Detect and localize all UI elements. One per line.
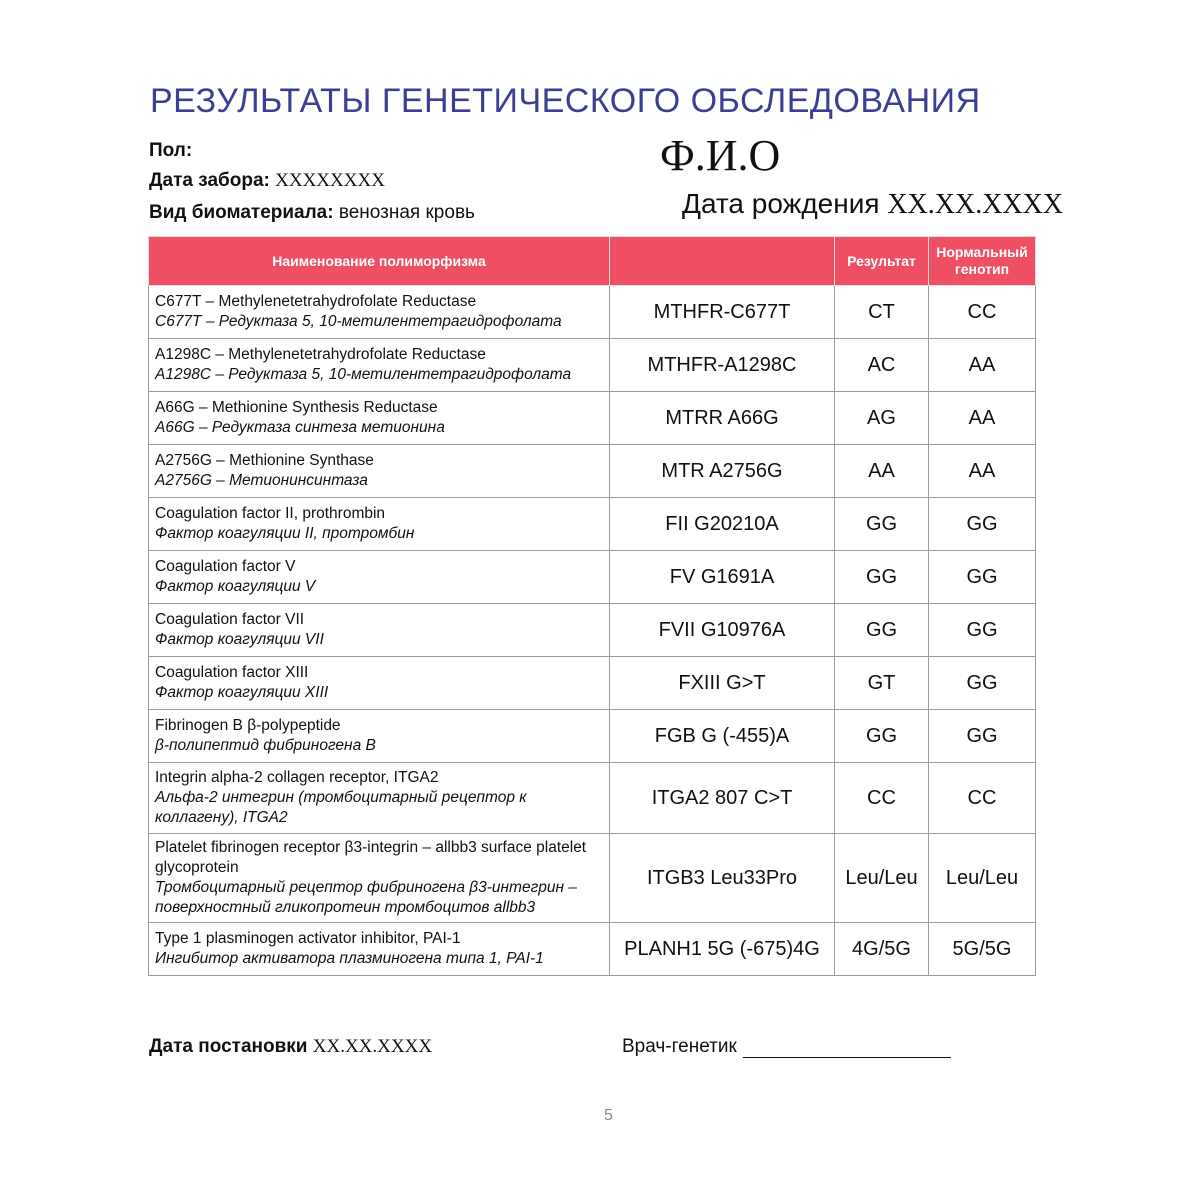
polymorphism-code: PLANH1 5G (-675)4G xyxy=(610,923,835,976)
polymorphism-name-ru: β-полипептид фибриногена B xyxy=(155,737,376,754)
normal-genotype: CC xyxy=(929,763,1036,834)
polymorphism-name-ru: Фактор коагуляции II, протромбин xyxy=(155,525,415,542)
polymorphism-name-cell xyxy=(149,604,610,657)
polymorphism-code: MTR A2756G xyxy=(610,445,835,498)
polymorphism-name-cell xyxy=(149,763,610,834)
header-normal-genotype: Нормальный генотип xyxy=(929,237,1036,286)
result-genotype: 4G/5G xyxy=(835,923,929,976)
normal-genotype: GG xyxy=(929,710,1036,763)
polymorphism-name-en: A2756G – Methionine Synthase xyxy=(155,452,374,469)
polymorphism-name-ru: A2756G – Метионинсинтаза xyxy=(155,472,368,489)
table-row xyxy=(149,551,1036,604)
table-row xyxy=(149,710,1036,763)
table-row xyxy=(149,286,1036,339)
result-genotype: Leu/Leu xyxy=(835,834,929,923)
polymorphism-code: ITGA2 807 C>T xyxy=(610,763,835,834)
polymorphism-name-en: Platelet fibrinogen receptor β3-integrin – allbb3 surface platelet glycoprotein xyxy=(155,839,587,876)
header-code xyxy=(610,237,835,286)
polymorphism-name-ru: Фактор коагуляции XIII xyxy=(155,684,329,701)
page-title: РЕЗУЛЬТАТЫ ГЕНЕТИЧЕСКОГО ОБСЛЕДОВАНИЯ xyxy=(150,82,981,120)
normal-genotype: AA xyxy=(929,392,1036,445)
table-row xyxy=(149,923,1036,976)
polymorphism-code: ITGB3 Leu33Pro xyxy=(610,834,835,923)
setup-date xyxy=(149,1036,432,1058)
polymorphism-name-ru: Фактор коагуляции VII xyxy=(155,631,324,648)
table-row xyxy=(149,445,1036,498)
polymorphism-name-en: Coagulation factor V xyxy=(155,558,296,575)
setup-date-label: Дата постановки xyxy=(149,1036,308,1057)
setup-date-value: XX.XX.XXXX xyxy=(312,1036,433,1057)
collection-date-field xyxy=(149,170,385,192)
polymorphism-name-en: Fibrinogen B β-polypeptide xyxy=(155,717,341,734)
polymorphism-name-ru: Фактор коагуляции V xyxy=(155,578,316,595)
polymorphism-code: FII G20210A xyxy=(610,498,835,551)
polymorphism-name-cell xyxy=(149,710,610,763)
polymorphism-name-cell xyxy=(149,392,610,445)
polymorphism-name-cell xyxy=(149,657,610,710)
biomaterial-value: венозная кровь xyxy=(338,202,475,223)
polymorphism-name-cell xyxy=(149,339,610,392)
result-genotype: AG xyxy=(835,392,929,445)
table-header-row xyxy=(149,237,1036,286)
result-genotype: CC xyxy=(835,763,929,834)
collection-date-label: Дата забора: xyxy=(149,170,270,191)
polymorphism-name-ru: C677T – Редуктаза 5, 10-метилентетрагидрофолата xyxy=(155,313,562,330)
normal-genotype: CC xyxy=(929,286,1036,339)
normal-genotype: AA xyxy=(929,339,1036,392)
doctor-label: Врач-генетик xyxy=(622,1036,737,1057)
table-row xyxy=(149,657,1036,710)
polymorphism-name-en: Coagulation factor VII xyxy=(155,611,305,628)
polymorphism-name-cell xyxy=(149,551,610,604)
polymorphism-name-en: A66G – Methionine Synthesis Reductase xyxy=(155,399,438,416)
result-genotype: GG xyxy=(835,710,929,763)
polymorphism-code: MTHFR-A1298C xyxy=(610,339,835,392)
polymorphism-name-cell xyxy=(149,445,610,498)
sex-label: Пол: xyxy=(149,140,193,161)
header-result: Результат xyxy=(835,237,929,286)
header-polymorphism-name: Наименование полиморфизма xyxy=(149,237,610,286)
page-number: 5 xyxy=(604,1107,613,1124)
birth-date-label: Дата рождения xyxy=(682,188,880,219)
result-genotype: CT xyxy=(835,286,929,339)
polymorphism-name-ru: Ингибитор активатора плазминогена типа 1, PAI-1 xyxy=(155,950,544,967)
result-genotype: GG xyxy=(835,604,929,657)
polymorphism-name-en: Type 1 plasminogen activator inhibitor, PAI-1 xyxy=(155,930,461,947)
polymorphism-code: FV G1691A xyxy=(610,551,835,604)
normal-genotype: GG xyxy=(929,551,1036,604)
normal-genotype: AA xyxy=(929,445,1036,498)
result-genotype: GT xyxy=(835,657,929,710)
polymorphism-name-cell xyxy=(149,498,610,551)
normal-genotype: 5G/5G xyxy=(929,923,1036,976)
result-genotype: AC xyxy=(835,339,929,392)
polymorphism-name-ru: Тромбоцитарный рецептор фибриногена β3-интегрин – поверхностный гликопротеин тромбоцитов allbb3 xyxy=(155,879,577,916)
normal-genotype: Leu/Leu xyxy=(929,834,1036,923)
sex-field xyxy=(149,140,192,162)
polymorphism-name-cell xyxy=(149,923,610,976)
table-row xyxy=(149,339,1036,392)
normal-genotype: GG xyxy=(929,498,1036,551)
polymorphism-name-en: C677T – Methylenetetrahydrofolate Reductase xyxy=(155,293,477,310)
polymorphism-name-en: Integrin alpha-2 collagen receptor, ITGA2 xyxy=(155,769,439,786)
signature-line xyxy=(743,1037,951,1058)
table-body xyxy=(149,286,1036,976)
result-genotype: GG xyxy=(835,498,929,551)
polymorphism-code: MTRR A66G xyxy=(610,392,835,445)
polymorphism-name-cell xyxy=(149,834,610,923)
normal-genotype: GG xyxy=(929,604,1036,657)
polymorphism-code: FVII G10976A xyxy=(610,604,835,657)
result-genotype: AA xyxy=(835,445,929,498)
table-row xyxy=(149,763,1036,834)
collection-date-value: XXXXXXXX xyxy=(275,170,385,191)
normal-genotype: GG xyxy=(929,657,1036,710)
results-table xyxy=(148,236,1036,976)
polymorphism-name-cell xyxy=(149,286,610,339)
birth-date-value: XX.XX.XXXX xyxy=(887,189,1064,220)
table-row xyxy=(149,834,1036,923)
doctor-signature xyxy=(622,1036,951,1058)
polymorphism-name-en: Coagulation factor XIII xyxy=(155,664,309,681)
patient-name: Ф.И.О xyxy=(660,131,781,180)
polymorphism-code: FXIII G>T xyxy=(610,657,835,710)
polymorphism-code: FGB G (-455)A xyxy=(610,710,835,763)
polymorphism-name-en: Coagulation factor II, prothrombin xyxy=(155,505,386,522)
polymorphism-name-ru: Альфа-2 интегрин (тромбоцитарный рецептор к коллагену), ITGA2 xyxy=(155,789,527,826)
polymorphism-code: MTHFR-C677T xyxy=(610,286,835,339)
birth-date xyxy=(682,188,1063,221)
table-row xyxy=(149,604,1036,657)
biomaterial-label: Вид биоматериала: xyxy=(149,202,334,223)
table-row xyxy=(149,498,1036,551)
polymorphism-name-ru: A1298C – Редуктаза 5, 10-метилентетрагидрофолата xyxy=(155,366,572,383)
table-row xyxy=(149,392,1036,445)
polymorphism-name-en: A1298C – Methylenetetrahydrofolate Reductase xyxy=(155,346,486,363)
polymorphism-name-ru: A66G – Редуктаза синтеза метионина xyxy=(155,419,445,436)
result-genotype: GG xyxy=(835,551,929,604)
biomaterial-field xyxy=(149,202,475,224)
